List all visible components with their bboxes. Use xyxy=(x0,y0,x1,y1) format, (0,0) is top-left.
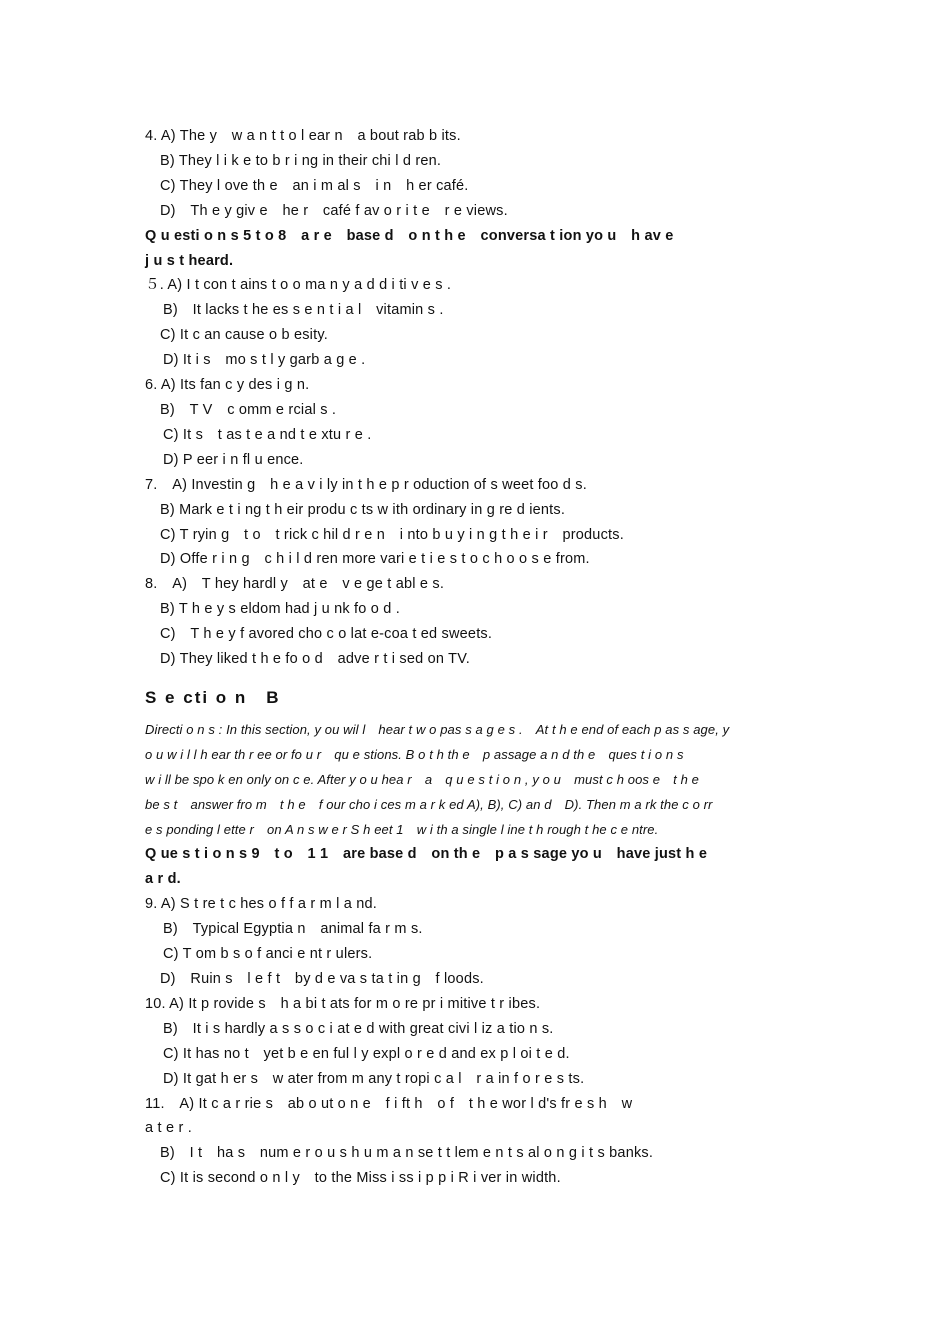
questions-5-8-heading-cont: j u s t heard. xyxy=(145,252,234,269)
question-6-option-a: 6. A) Its fan c y des i g n. xyxy=(145,377,310,394)
directions-line-3: w i ll be spo k en only on c e. After y o u hea r a q u e s t i o n , y o u must c h oos e t h e xyxy=(145,771,699,787)
question-6-option-b: B) T V c omm e rcial s . xyxy=(160,401,337,418)
directions-line-4: be s t answer fro m t h e f our cho i ces m a r k ed A), B), C) an d D). Then m a rk the c o rr xyxy=(145,796,713,812)
question-8-option-b: B) T h e y s eldom had j u nk fo o d . xyxy=(160,601,400,618)
question-9-option-b: B) Typical Egyptia n animal fa r m s. xyxy=(163,921,423,938)
question-10-option-d: D) It gat h er s w ater from m any t ropi c a l r a in f o r e s ts. xyxy=(163,1070,585,1087)
question-7-option-a: 7. A) Investin g h e a v i ly in t h e p r oduction of s weet foo d s. xyxy=(145,476,587,493)
question-6-option-d: D) P eer i n fl u ence. xyxy=(163,451,304,468)
question-8-option-c: C) T h e y f avored cho c o lat e-coa t ed sweets. xyxy=(160,626,493,643)
directions-line-1: Directi o n s : In this section, y ou wil l hear t w o pas s a g e s . At t h e end of each p as s age, y xyxy=(145,721,730,737)
question-11-option-a-cont: a t e r . xyxy=(145,1120,192,1137)
question-9-option-c: C) T om b s o f anci e nt r ulers. xyxy=(163,946,373,963)
question-4-option-a: 4. A) The y w a n t t o l ear n a bout rab b its. xyxy=(145,128,461,144)
question-7-option-b: B) Mark e t i ng t h eir produ c ts w ith ordinary in g re d ients. xyxy=(160,501,566,518)
question-5-option-d: D) It i s mo s t l y garb a g e . xyxy=(163,352,366,369)
question-4-option-b: B) They l i k e to b r i ng in their chi l d ren. xyxy=(160,152,442,169)
question-10-option-a: 10. A) It p rovide s h a bi t ats for m o re pr i mitive t r ibes. xyxy=(145,995,541,1012)
question-5-option-c: C) It c an cause o b esity. xyxy=(160,327,328,344)
question-9-option-a: 9. A) S t re t c hes o f f a r m l a nd. xyxy=(145,896,378,913)
question-7-option-c: C) T ryin g t o t rick c hil d r e n i nto b u y i n g t h e i r products. xyxy=(160,526,624,543)
section-b-title: S e cti o n B xyxy=(145,687,281,707)
question-11-option-b: B) I t ha s num e r o u s h u m a n se t t lem e n t s al o n g i t s banks. xyxy=(160,1145,654,1162)
question-10-option-c: C) It has no t yet b e en ful l y expl o r e d and ex p l oi t e d. xyxy=(163,1045,570,1062)
question-10-option-b: B) It i s hardly a s s o c i at e d with great civi l iz a tio n s. xyxy=(163,1020,554,1037)
directions-line-5: e s ponding l ette r on A n s w e r S h eet 1 w i th a single l ine t h rough t he c e ntre. xyxy=(145,821,659,837)
question-8-option-a: 8. A) T hey hardl y at e v e ge t abl e s. xyxy=(145,576,445,593)
questions-9-11-heading-cont: a r d. xyxy=(145,871,181,888)
question-9-option-d: D) Ruin s l e f t by d e va s ta t in g f loods. xyxy=(160,971,484,987)
question-5-option-a: ５. A) I t con t ains t o o ma n y a d d i ti v e s . xyxy=(145,277,452,294)
document-content xyxy=(145,124,815,1191)
directions-line-2: o u w i l l h ear th r ee or fo u r qu e stions. B o t h th e p assage a n d th e ques t i o n s xyxy=(145,746,684,762)
question-6-option-c: C) It s t as t e a nd t e xtu r e . xyxy=(163,426,372,443)
questions-5-8-heading: Q u esti o n s 5 t o 8 a r e base d o n t h e conversa t ion yo u h av e xyxy=(145,227,674,244)
question-11-option-c: C) It is second o n l y to the Miss i ss i p p i R i ver in width. xyxy=(160,1170,561,1187)
question-8-option-d: D) They liked t h e fo o d adve r t i sed on TV. xyxy=(160,651,470,668)
question-5-option-b: B) It lacks t he es s e n t i a l vitamin s . xyxy=(163,302,444,319)
question-4-option-d: D) Th e y giv e he r café f av o r i t e r e views. xyxy=(160,202,508,219)
question-7-option-d: D) Offe r i n g c h i l d ren more vari e t i e s t o c h o o s e from. xyxy=(160,551,590,568)
questions-9-11-heading: Q ue s t i o n s 9 t o 1 1 are base d on th e p a s sage yo u have just h e xyxy=(145,846,708,863)
question-11-option-a: 11. A) It c a r rie s ab o ut o n e f i ft h o f t h e wor l d's fr e s h w xyxy=(145,1095,633,1112)
question-4-option-c: C) They l ove th e an i m al s i n h er café. xyxy=(160,177,469,194)
